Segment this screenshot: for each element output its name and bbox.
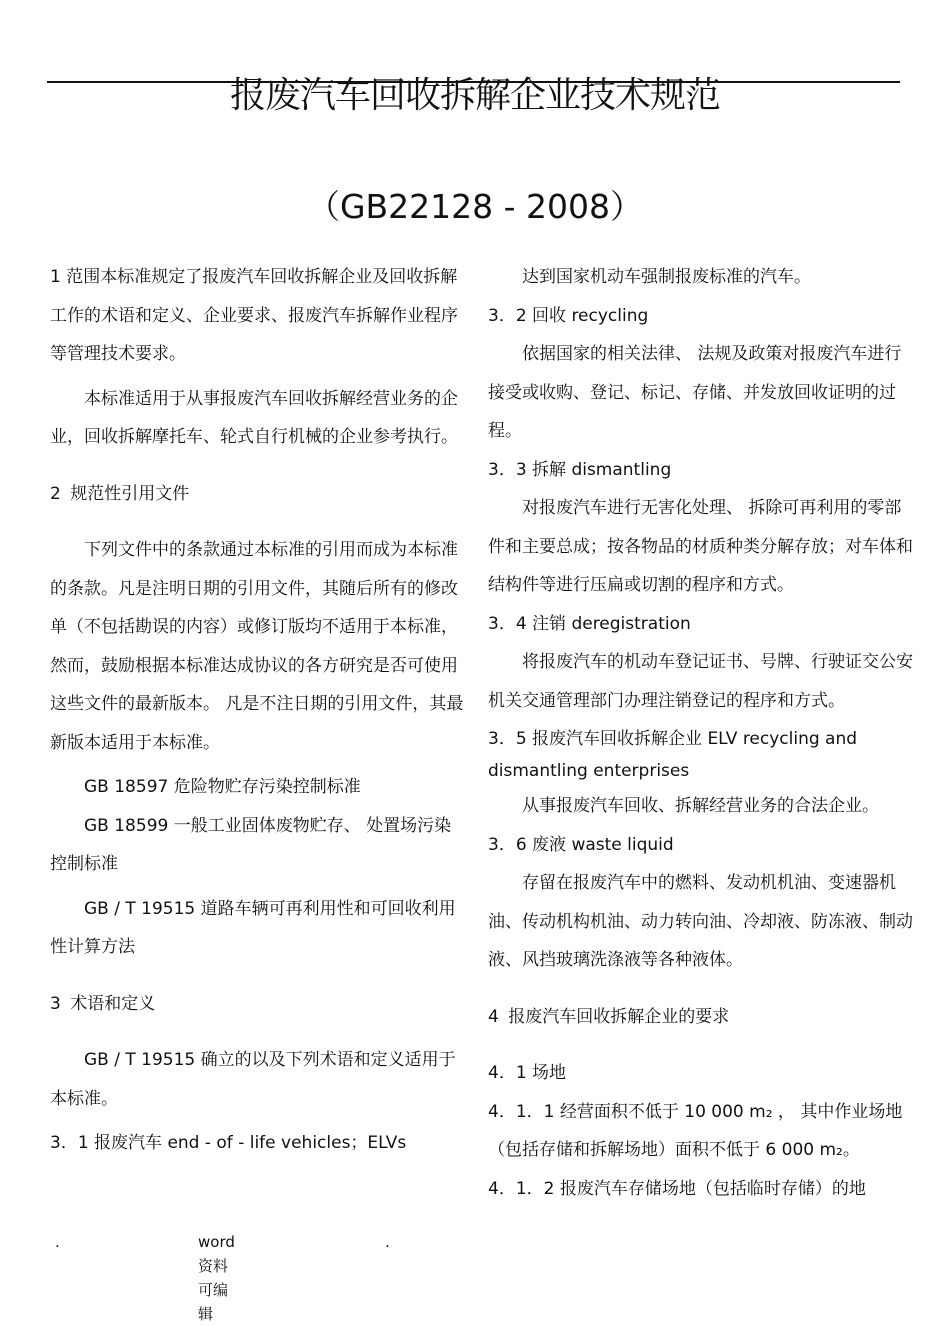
footer-left-mark: . bbox=[55, 1233, 60, 1251]
term-3-3-definition: 对报废汽车进行无害化处理、 拆除可再利用的零部件和主要总成；按各物品的材质种类分解存放；对车体和结构件等进行压扁或切割的程序和方式。 bbox=[488, 498, 913, 595]
section-3-heading: 3 术语和定义 bbox=[50, 993, 156, 1014]
section-2-heading: 2 规范性引用文件 bbox=[50, 483, 190, 504]
term-3-6-definition: 存留在报废汽车中的燃料、发动机机油、变速器机油、传动机构机油、动力转向油、冷却液、防冻液、制动液、风挡玻璃洗涤液等各种液体。 bbox=[488, 873, 913, 970]
paragraph-terms: GB / T 19515 确立的以及下列术语和定义适用于本标准。 bbox=[50, 1050, 456, 1109]
right-column bbox=[488, 258, 913, 1208]
term-3-4: 3．4 注销 deregistration bbox=[488, 613, 691, 634]
term-3-2-definition: 依据国家的相关法律、 法规及政策对报废汽车进行接受或收购、登记、标记、存储、并发放回收证明的过程。 bbox=[488, 344, 902, 441]
term-3-1: 3．1 报废汽车 end - of - life vehicles；ELVs bbox=[50, 1133, 407, 1153]
section-4-heading: 4 报废汽车回收拆解企业的要求 bbox=[488, 1006, 730, 1027]
term-3-5: 3．5 报废汽车回收拆解企业 ELV recycling and dismantling enterprises bbox=[488, 729, 858, 781]
term-3-3: 3．3 拆解 dismantling bbox=[488, 459, 672, 480]
term-3-4-definition: 将报废汽车的机动车登记证书、号牌、行驶证交公安机关交通管理部门办理注销登记的程序和方式。 bbox=[488, 652, 913, 711]
section-1-scope: 1 范围本标准规定了报废汽车回收拆解企业及回收拆解工作的术语和定义、企业要求、报废汽车拆解作业程序等管理技术要求。 bbox=[50, 267, 458, 364]
term-3-5-definition: 从事报废汽车回收、拆解经营业务的合法企业。 bbox=[522, 796, 879, 816]
document-subtitle: （GB22128 - 2008） bbox=[306, 187, 644, 226]
footer-text: word 资料可编辑 bbox=[198, 1233, 235, 1323]
section-4-1-heading: 4．1 场地 bbox=[488, 1063, 567, 1083]
left-column bbox=[50, 258, 468, 1163]
footer-right-mark: . bbox=[385, 1233, 390, 1251]
term-3-1-definition: 达到国家机动车强制报废标准的汽车。 bbox=[522, 267, 811, 287]
reference-gbt19515: GB / T 19515 道路车辆可再利用性和可回收利用性计算方法 bbox=[50, 898, 456, 957]
term-3-6: 3．6 废液 waste liquid bbox=[488, 834, 674, 855]
paragraph-applicability: 本标准适用于从事报废汽车回收拆解经营业务的企业，回收拆解摩托车、轮式自行机械的企业参考执行。 bbox=[50, 388, 458, 447]
clause-4-1-1: 4．1．1 经营面积不低于 10 000 m₂ ， 其中作业场地（包括存储和拆解场地）面积不低于 6 000 m₂。 bbox=[488, 1101, 903, 1160]
term-3-2: 3．2 回收 recycling bbox=[488, 305, 649, 326]
reference-gb18597: GB 18597 危险物贮存污染控制标准 bbox=[84, 777, 361, 797]
document-title: 报废汽车回收拆解企业技术规范 bbox=[229, 75, 720, 116]
clause-4-1-2: 4．1．2 报废汽车存储场地（包括临时存储）的地 bbox=[488, 1178, 866, 1199]
paragraph-references: 下列文件中的条款通过本标准的引用而成为本标准的条款。凡是注明日期的引用文件，其随后所有的修改单（不包括勘误的内容）或修订版均不适用于本标准，然而，鼓励根据本标准达成协议的各方研究是否可使用这些文件的最新版本。 凡是不注日期的引用文件，其最新版本适用于本标准。 bbox=[50, 540, 464, 753]
reference-gb18599: GB 18599 一般工业固体废物贮存、 处置场污染控制标准 bbox=[50, 815, 452, 874]
